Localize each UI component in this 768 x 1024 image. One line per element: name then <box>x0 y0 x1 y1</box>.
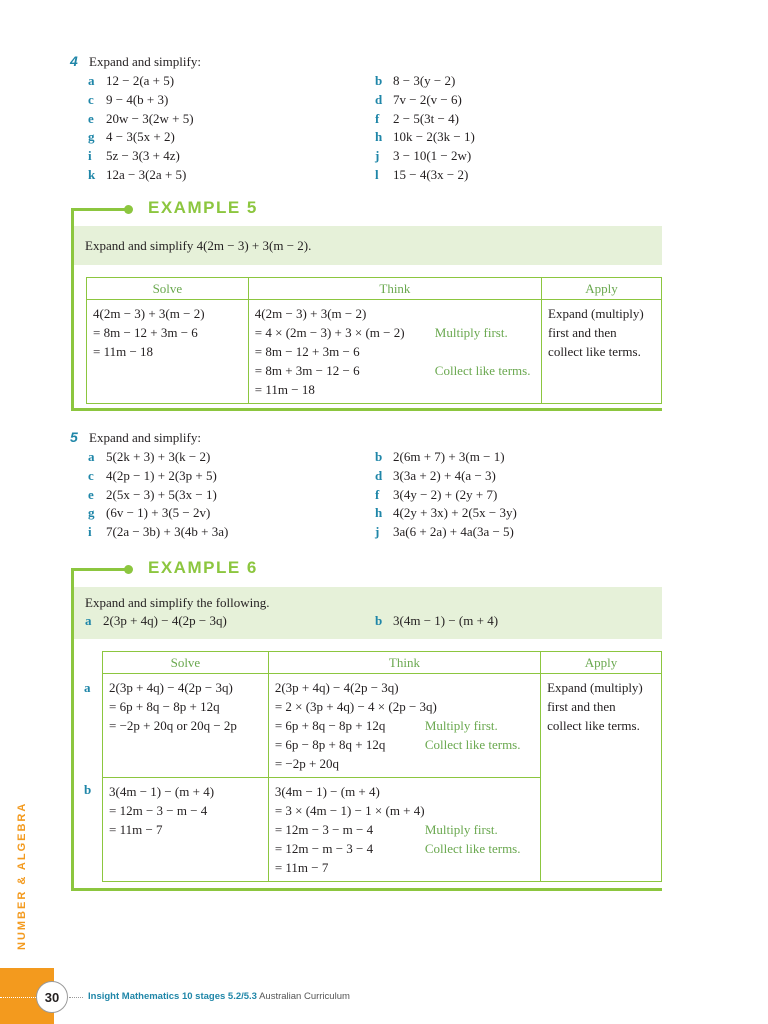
item-letter: b <box>375 449 383 464</box>
item-expression: 2(6m + 7) + 3(m − 1) <box>393 449 505 464</box>
exercise-item <box>88 111 194 127</box>
example-6-solve-b-cell <box>103 778 269 882</box>
working-step: = 4 × (2m − 3) + 3 × (m − 2) <box>254 325 405 340</box>
part-letter: b <box>375 613 383 628</box>
working-note: Multiply first. <box>424 718 498 733</box>
exercise-item <box>375 167 468 183</box>
exercise-item <box>88 129 175 145</box>
exercise-item <box>375 449 505 465</box>
part-expression: 3(4m − 1) − (m + 4) <box>393 613 499 628</box>
working-line: = 12m − 3 − m − 4 <box>109 803 208 818</box>
example-5-dot <box>124 205 133 214</box>
working-step: = 8m + 3m − 12 − 6 <box>254 363 360 378</box>
exercise-item <box>88 148 180 164</box>
item-expression: 3(4y − 2) + (2y + 7) <box>393 486 498 502</box>
item-letter: l <box>375 167 379 182</box>
footer-dotted-rule-right <box>69 997 83 998</box>
working-line: Expand (multiply) <box>548 306 644 321</box>
think-header: Think <box>248 278 541 300</box>
item-expression: 7v − 2(v − 6) <box>393 91 462 107</box>
exercise-item <box>375 111 459 127</box>
footer-curriculum: Australian Curriculum <box>259 991 350 1002</box>
example-5-bottom-rule <box>71 408 662 411</box>
item-letter: d <box>375 467 383 483</box>
item-expression: 9 − 4(b + 3) <box>106 91 169 107</box>
solve-header: Solve <box>87 278 249 300</box>
example-6-row-a-label: a <box>84 680 91 695</box>
example-5-think-cell <box>248 300 541 404</box>
working-step: = 12m − m − 3 − 4 <box>274 841 374 856</box>
question-5-number: 5 <box>70 429 78 445</box>
exercise-item <box>375 73 455 89</box>
exercise-item <box>88 449 210 465</box>
exercise-item <box>88 487 217 503</box>
working-line: 3(4m − 1) − (m + 4) <box>109 784 215 799</box>
working-step: = 8m − 12 + 3m − 6 <box>254 344 360 359</box>
item-letter: d <box>375 91 383 107</box>
item-expression: 20w − 3(2w + 5) <box>106 110 194 126</box>
item-letter: g <box>88 505 95 521</box>
working-line: 4(2m − 3) + 3(m − 2) <box>93 306 205 321</box>
item-letter: e <box>88 110 94 126</box>
footer-citation <box>88 991 350 1002</box>
item-expression: 12a − 3(2a + 5) <box>106 167 187 182</box>
example-6-rule <box>71 568 128 571</box>
item-expression: 5z − 3(3 + 4z) <box>106 148 180 164</box>
example-6-think-b-cell <box>268 778 540 882</box>
item-letter: a <box>88 73 95 88</box>
item-expression: 7(2a − 3b) + 3(4b + 3a) <box>106 524 229 540</box>
item-letter: f <box>375 486 380 502</box>
exercise-item <box>375 148 471 164</box>
working-step: = 12m − 3 − m − 4 <box>274 822 374 837</box>
exercise-item <box>375 129 475 145</box>
working-line: = 6p + 8q − 8p + 12q <box>109 699 220 714</box>
example-6-part-b <box>375 613 498 629</box>
item-expression: 2(5x − 3) + 5(3x − 1) <box>106 486 217 502</box>
working-step: 4(2m − 3) + 3(m − 2) <box>254 306 367 321</box>
working-line <box>275 801 534 820</box>
working-line <box>255 342 535 361</box>
question-4-number: 4 <box>70 53 78 69</box>
footer-dotted-rule-left <box>0 997 40 998</box>
question-4-title: Expand and simplify: <box>89 54 201 69</box>
working-step: = 6p + 8q − 8p + 12q <box>274 718 386 733</box>
working-line <box>275 735 534 754</box>
item-letter: j <box>375 524 380 540</box>
example-5-solve-cell <box>87 300 249 404</box>
working-step: = 11m − 7 <box>274 860 329 875</box>
working-line <box>275 839 534 858</box>
item-letter: j <box>375 148 380 164</box>
working-line: = 8m − 12 + 3m − 6 <box>93 325 198 340</box>
item-expression: 4(2y + 3x) + 2(5x − 3y) <box>393 505 517 521</box>
working-line <box>255 304 535 323</box>
example-6-solve-a-cell <box>103 674 269 778</box>
part-expression: 2(3p + 4q) − 4(2p − 3q) <box>103 613 227 628</box>
exercise-item <box>88 73 174 89</box>
item-letter: i <box>88 524 92 540</box>
exercise-item <box>88 468 217 484</box>
example-6-part-a <box>85 613 227 629</box>
working-line <box>255 323 535 342</box>
working-line <box>275 678 534 697</box>
exercise-item <box>375 468 496 484</box>
working-line: = 11m − 7 <box>109 822 163 837</box>
example-5-title: EXAMPLE 5 <box>148 198 258 217</box>
item-expression: 3 − 10(1 − 2w) <box>393 148 472 164</box>
item-expression: 5(2k + 3) + 3(k − 2) <box>106 449 211 464</box>
working-step: 2(3p + 4q) − 4(2p − 3q) <box>274 680 399 695</box>
working-line: 2(3p + 4q) − 4(2p − 3q) <box>109 680 233 695</box>
working-note: Collect like terms. <box>434 363 531 378</box>
item-letter: c <box>88 91 94 107</box>
exercise-item <box>88 167 186 183</box>
item-letter: a <box>88 449 95 464</box>
example-6-bottom-rule <box>71 888 662 891</box>
item-expression: 2 − 5(3t − 4) <box>393 110 459 126</box>
example-6-apply-cell <box>541 674 662 882</box>
page-number: 30 <box>36 981 68 1013</box>
item-letter: h <box>375 129 383 145</box>
item-letter: b <box>375 73 383 88</box>
working-line: = −2p + 20q or 20q − 2p <box>109 718 237 733</box>
working-line <box>275 716 534 735</box>
working-step: = 3 × (4m − 1) − 1 × (m + 4) <box>274 803 425 818</box>
exercise-item <box>88 92 168 108</box>
working-line: collect like terms. <box>547 718 640 733</box>
example-5-table <box>86 277 662 404</box>
apply-header: Apply <box>541 652 662 674</box>
working-line: = 11m − 18 <box>93 344 154 359</box>
working-line: first and then <box>548 325 617 340</box>
exercise-item <box>375 487 497 503</box>
item-letter: k <box>88 167 96 182</box>
exercise-item <box>375 505 517 521</box>
footer-book-title: Insight Mathematics 10 stages 5.2/5.3 <box>88 991 257 1002</box>
working-note: Collect like terms. <box>424 737 521 752</box>
item-expression: 12 − 2(a + 5) <box>106 73 175 88</box>
working-note: Collect like terms. <box>424 841 521 856</box>
working-line <box>255 380 535 399</box>
item-letter: h <box>375 505 383 521</box>
working-line: Expand (multiply) <box>547 680 643 695</box>
working-line <box>275 820 534 839</box>
item-letter: f <box>375 110 380 126</box>
working-line <box>255 361 535 380</box>
item-letter: c <box>88 467 94 483</box>
working-line <box>275 697 534 716</box>
item-expression: 4 − 3(5x + 2) <box>106 129 175 145</box>
example-5-rule <box>71 208 128 211</box>
item-expression: 8 − 3(y − 2) <box>393 73 456 88</box>
working-step: = 2 × (3p + 4q) − 4 × (2p − 3q) <box>274 699 437 714</box>
item-letter: i <box>88 148 92 164</box>
question-5-title: Expand and simplify: <box>89 430 201 445</box>
example-6-prompt: Expand and simplify the following. <box>85 595 270 610</box>
exercise-item <box>375 524 514 540</box>
example-6-table <box>102 651 662 882</box>
item-expression: 3(3a + 2) + 4(a − 3) <box>393 467 496 483</box>
apply-header: Apply <box>542 278 662 300</box>
item-expression: 15 − 4(3x − 2) <box>393 167 469 182</box>
working-step: = 6p − 8p + 8q + 12q <box>274 737 386 752</box>
strand-label: NUMBER & ALGEBRA <box>16 801 28 950</box>
think-header: Think <box>268 652 540 674</box>
item-expression: 3a(6 + 2a) + 4a(3a − 5) <box>393 524 514 540</box>
example-6-think-a-cell <box>268 674 540 778</box>
exercise-item <box>88 524 228 540</box>
example-5-prompt: Expand and simplify 4(2m − 3) + 3(m − 2). <box>85 238 312 253</box>
item-letter: e <box>88 486 94 502</box>
item-expression: (6v − 1) + 3(5 − 2v) <box>106 505 211 521</box>
solve-header: Solve <box>103 652 269 674</box>
working-line: first and then <box>547 699 616 714</box>
working-line <box>275 782 534 801</box>
working-line: collect like terms. <box>548 344 641 359</box>
working-note: Multiply first. <box>434 325 508 340</box>
exercise-item <box>88 505 210 521</box>
working-step: = −2p + 20q <box>274 756 340 771</box>
exercise-item <box>375 92 462 108</box>
item-letter: g <box>88 129 95 145</box>
working-line <box>275 754 534 773</box>
part-letter: a <box>85 613 92 628</box>
example-5-apply-cell <box>542 300 662 404</box>
working-note: Multiply first. <box>424 822 498 837</box>
example-6-dot <box>124 565 133 574</box>
item-expression: 4(2p − 1) + 2(3p + 5) <box>106 467 217 483</box>
example-6-row-b-label: b <box>84 782 92 797</box>
example-6-title: EXAMPLE 6 <box>148 558 258 577</box>
item-expression: 10k − 2(3k − 1) <box>393 129 475 145</box>
working-step: = 11m − 18 <box>254 382 315 397</box>
working-line <box>275 858 534 877</box>
working-step: 3(4m − 1) − (m + 4) <box>274 784 380 799</box>
